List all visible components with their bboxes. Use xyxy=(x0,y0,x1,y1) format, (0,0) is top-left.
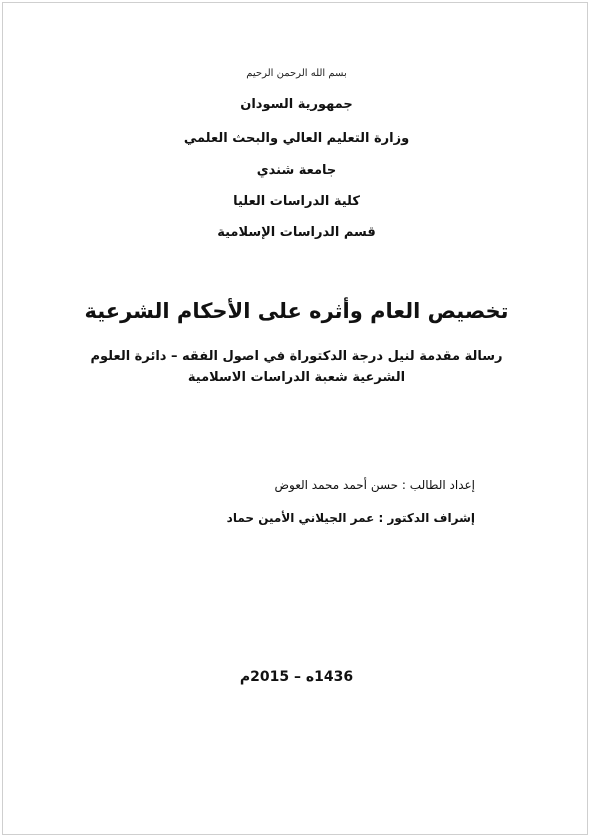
department-name: قسم الدراسات الإسلامية xyxy=(217,225,376,240)
country-name: جمهورية السودان xyxy=(240,97,353,112)
student-line xyxy=(275,478,476,492)
basmala: بسم الله الرحمن الرحيم xyxy=(246,68,347,79)
thesis-title: تخصيص العام وأثره على الأحكام الشرعية xyxy=(84,299,509,323)
thesis-subtitle-line-2: الشرعية شعبة الدراسات الاسلامية xyxy=(187,370,406,385)
college-name: كلية الدراسات العليا xyxy=(233,194,360,209)
ministry-name: وزارة التعليم العالي والبحث العلمي xyxy=(183,131,410,146)
supervisor-line xyxy=(227,511,475,525)
supervisor-label: إشراف الدكتور : xyxy=(378,511,475,525)
thesis-subtitle-line-1: رسالة مقدمة لنيل درجة الدكتوراة في اصول الفقه – دائرة العلوم xyxy=(90,349,503,364)
university-name: جامعة شندي xyxy=(256,163,337,178)
student-name: حسن أحمد محمد العوض xyxy=(274,478,399,492)
student-label: إعداد الطالب : xyxy=(401,478,475,492)
thesis-date: 1436ه – 2015م xyxy=(239,669,354,685)
page-border xyxy=(2,2,588,835)
supervisor-name: عمر الجيلاني الأمين حماد xyxy=(226,511,375,525)
